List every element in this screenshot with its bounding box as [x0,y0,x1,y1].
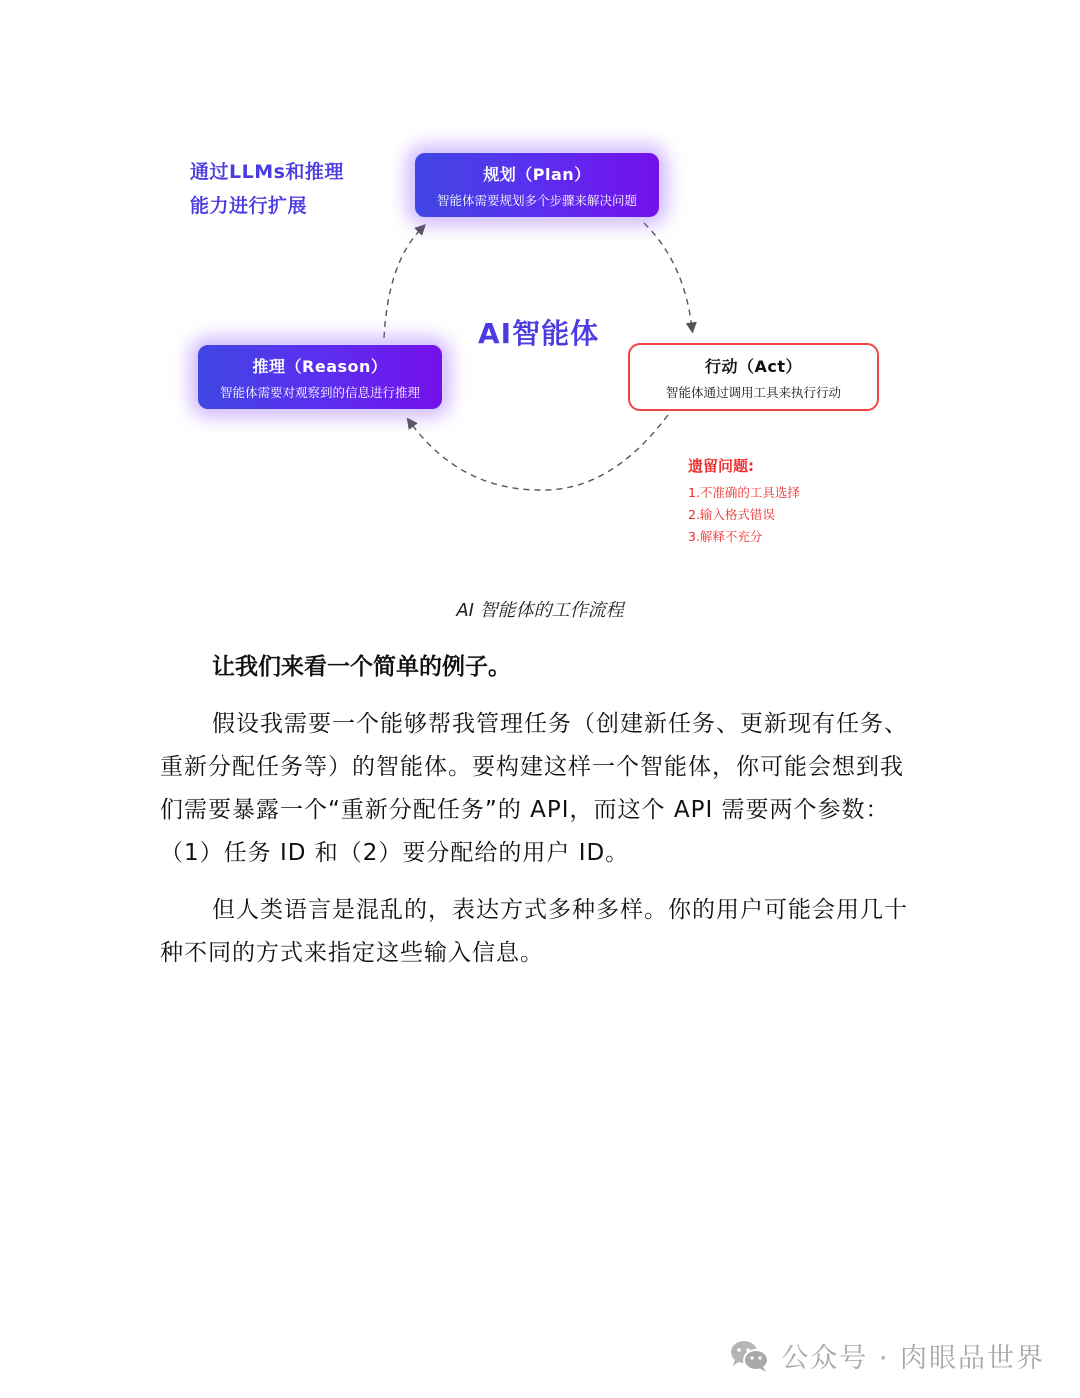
paragraph: 但人类语言是混乱的，表达方式多种多样。你的用户可能会用几十种不同的方式来指定这些输入信息。 [160,897,908,966]
arrow-reason-to-plan [384,228,422,338]
reason-desc: 智能体需要对观察到的信息进行推理 [219,385,420,400]
article-body [160,640,915,975]
reason-node [196,343,444,411]
arrow-plan-to-act [644,223,692,328]
cycle-arrows [0,0,1080,580]
wechat-icon [729,1339,771,1373]
side-note-line-1: 通过LLMs和推理 [190,161,344,183]
paragraph: 假设我需要一个能够帮我管理任务（创建新任务、更新现有任务、重新分配任务等）的智能体。要构建这样一个智能体，你可能会想到我们需要暴露一个“重新分配任务”的 API，而这个 API 需要两个参数：（1）任务 ID 和（2）要分配给的用户 ID。 [160,711,908,866]
issue-item: 2.输入格式错误 [688,507,775,522]
issues-title: 遗留问题: [688,457,754,475]
side-note [190,155,344,223]
remaining-issues [688,455,800,548]
issue-item: 1.不准确的工具选择 [688,485,800,500]
plan-node [413,151,661,219]
figure-caption: AI 智能体的工作流程 [456,600,624,621]
act-desc: 智能体通过调用工具来执行行动 [665,385,841,400]
center-label: AI智能体 [478,317,600,350]
act-node [628,343,879,411]
agent-workflow-diagram [0,0,1080,580]
side-note-line-2: 能力进行扩展 [190,195,308,217]
act-title: 行动（Act） [704,357,803,376]
plan-title: 规划（Plan） [483,165,591,184]
plan-desc: 智能体需要规划多个步骤来解决问题 [436,193,637,208]
issue-item: 3.解释不充分 [688,529,763,544]
footer-watermark [729,1336,1045,1375]
lead-heading: 让我们来看一个简单的例子。 [212,654,511,680]
reason-title: 推理（Reason） [252,357,388,376]
arrow-act-to-reason [410,415,668,490]
footer-text: 公众号 · 肉眼品世界 [781,1343,1045,1374]
